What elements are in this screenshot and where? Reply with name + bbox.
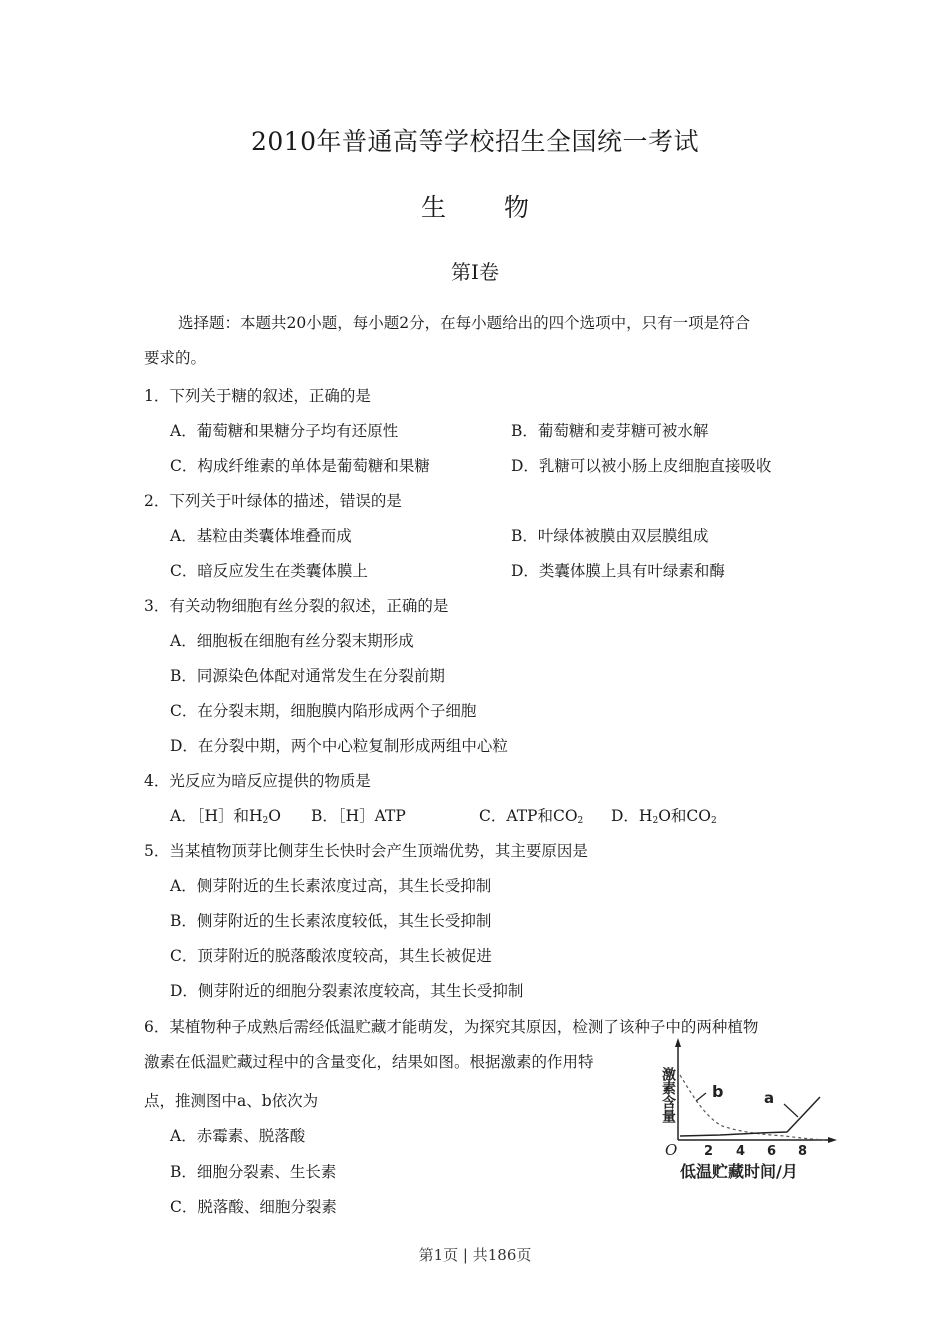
- instructions-line-1: 选择题：本题共20小题，每小题2分，在每小题给出的四个选项中，只有一项是符合: [178, 314, 751, 332]
- svg-text:8: 8: [798, 1144, 808, 1159]
- subject-char-1: 生: [420, 193, 446, 222]
- hormone-content-graph: [660, 1035, 850, 1185]
- question-6-option-a: A．赤霉素、脱落酸: [170, 1127, 306, 1145]
- origin-label: O: [665, 1141, 678, 1159]
- question-5-option-a: A．侧芽附近的生长素浓度过高，其生长受抑制: [170, 877, 492, 895]
- question-6-stem-line-3: 点，推测图中a、b依次为: [144, 1092, 319, 1110]
- question-6-stem-line-1: 6．某植物种子成熟后需经低温贮藏才能萌发，为探究其原因，检测了该种子中的两种植物: [144, 1018, 759, 1036]
- label-b: b: [712, 1082, 724, 1101]
- question-4-option-b: B．［H］ATP: [311, 807, 406, 825]
- line-chart: [660, 1035, 850, 1185]
- x-axis-label: 低温贮藏时间/月: [680, 1162, 798, 1181]
- curve-a: [680, 1097, 820, 1136]
- question-1-option-c: C．构成纤维素的单体是葡萄糖和果糖: [170, 457, 430, 475]
- curve-b: [680, 1075, 825, 1140]
- exam-title: 2010年普通高等学校招生全国统一考试: [250, 127, 700, 156]
- question-6-option-b: B．细胞分裂素、生长素: [170, 1163, 337, 1181]
- question-6-option-c: C．脱落酸、细胞分裂素: [170, 1198, 337, 1216]
- question-4-option-a: A．［H］和$H_2O$: [170, 807, 281, 826]
- question-1-option-a: A．葡萄糖和果糖分子均有还原性: [170, 422, 399, 440]
- subject-title: [0, 188, 950, 224]
- question-1-option-d: D．乳糖可以被小肠上皮细胞直接吸收: [511, 457, 772, 475]
- question-2-option-b: B．叶绿体被膜由双层膜组成: [511, 527, 709, 545]
- question-5-option-b: B．侧芽附近的生长素浓度较低，其生长受抑制: [170, 912, 492, 930]
- question-4-option-d: D．$H_2O$和$CO_2$: [611, 807, 717, 826]
- svg-text:2: 2: [704, 1144, 714, 1159]
- question-3-option-d: D．在分裂中期，两个中心粒复制形成两组中心粒: [170, 737, 508, 755]
- question-3-option-c: C．在分裂末期，细胞膜内陷形成两个子细胞: [170, 702, 477, 720]
- question-5-option-d: D．侧芽附近的细胞分裂素浓度较高，其生长受抑制: [170, 982, 524, 1000]
- svg-text:6: 6: [767, 1144, 777, 1159]
- subject-char-2: 物: [504, 193, 530, 222]
- question-5-stem: 5．当某植物顶芽比侧芽生长快时会产生顶端优势，其主要原因是: [144, 842, 588, 860]
- question-1-stem: 1．下列关于糖的叙述，正确的是: [144, 387, 371, 405]
- question-3-stem: 3．有关动物细胞有丝分裂的叙述，正确的是: [144, 597, 449, 615]
- question-2-stem: 2．下列关于叶绿体的描述，错误的是: [144, 492, 402, 510]
- question-4-option-c: C．ATP和$CO_2$: [479, 807, 584, 826]
- page-footer: 第1页 | 共186页: [418, 1246, 532, 1264]
- question-5-option-c: C．顶芽附近的脱落酸浓度较高，其生长被促进: [170, 947, 492, 965]
- x-axis-arrow-icon: [828, 1137, 837, 1143]
- question-2-option-a: A．基粒由类囊体堆叠而成: [170, 527, 352, 545]
- question-1-option-b: B．葡萄糖和麦芽糖可被水解: [511, 422, 709, 440]
- question-2-option-d: D．类囊体膜上具有叶绿素和酶: [511, 562, 725, 580]
- question-6-stem-line-2: 激素在低温贮藏过程中的含量变化，结果如图。根据激素的作用特: [144, 1053, 594, 1071]
- label-a: a: [764, 1089, 775, 1107]
- instructions-line-2: 要求的。: [144, 349, 207, 367]
- question-4-stem: 4．光反应为暗反应提供的物质是: [144, 772, 371, 790]
- y-axis-arrow-icon: [675, 1038, 681, 1047]
- question-3-option-b: B．同源染色体配对通常发生在分裂前期: [170, 667, 445, 685]
- question-2-option-c: C．暗反应发生在类囊体膜上: [170, 562, 368, 580]
- question-3-option-a: A．细胞板在细胞有丝分裂末期形成: [170, 632, 414, 650]
- y-axis-label: 激素含量: [660, 1067, 676, 1123]
- svg-text:4: 4: [736, 1144, 746, 1159]
- part-heading: 第Ⅰ卷: [451, 260, 499, 284]
